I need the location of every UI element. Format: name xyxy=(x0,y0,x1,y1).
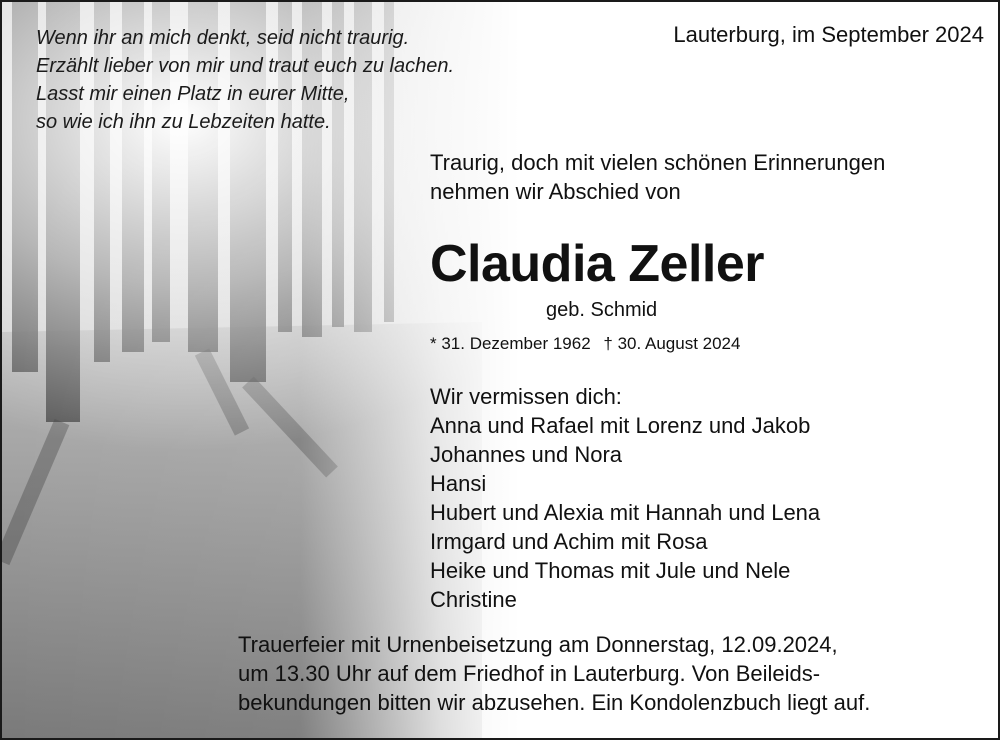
birth-name: geb. Schmid xyxy=(546,299,658,321)
mourner-line: Irmgard und Achim mit Rosa xyxy=(430,529,708,554)
poem-line: Wenn ihr an mich denkt, seid nicht traurig. xyxy=(36,27,410,49)
poem-line: Lasst mir einen Platz in eurer Mitte, xyxy=(36,83,350,105)
mourners-list xyxy=(430,382,820,614)
service-line: um 13.30 Uhr auf dem Friedhof in Lauterburg. Von Beileids- xyxy=(238,661,821,686)
mourner-line: Hansi xyxy=(430,471,487,496)
mourner-line: Anna und Rafael mit Lorenz und Jakob xyxy=(430,413,811,438)
mourner-line: Christine xyxy=(430,587,517,612)
intro-line: Traurig, doch mit vielen schönen Erinnerungen xyxy=(430,150,886,175)
mourner-line: Heike und Thomas mit Jule und Nele xyxy=(430,558,791,583)
life-dates xyxy=(430,334,748,354)
service-line: bekundungen bitten wir abzusehen. Ein Kondolenzbuch liegt auf. xyxy=(238,690,871,715)
poem-line: Erzählt lieber von mir und traut euch zu lachen. xyxy=(36,55,454,77)
mourner-line: Johannes und Nora xyxy=(430,442,623,467)
deceased-name: Claudia Zeller xyxy=(430,235,764,293)
mourner-line: Hubert und Alexia mit Hannah und Lena xyxy=(430,500,821,525)
mourners-heading: Wir vermissen dich: xyxy=(430,384,622,409)
place-date: Lauterburg, im September 2024 xyxy=(673,22,984,47)
poem xyxy=(36,24,454,136)
service-line: Trauerfeier mit Urnenbeisetzung am Donnerstag, 12.09.2024, xyxy=(238,632,838,657)
intro-line: nehmen wir Abschied von xyxy=(430,179,681,204)
birth-date: * 31. Dezember 1962 xyxy=(430,334,591,353)
poem-line: so wie ich ihn zu Lebzeiten hatte. xyxy=(36,111,331,133)
intro-text xyxy=(430,148,885,206)
death-date: † 30. August 2024 xyxy=(603,334,741,353)
service-notice xyxy=(238,630,870,717)
